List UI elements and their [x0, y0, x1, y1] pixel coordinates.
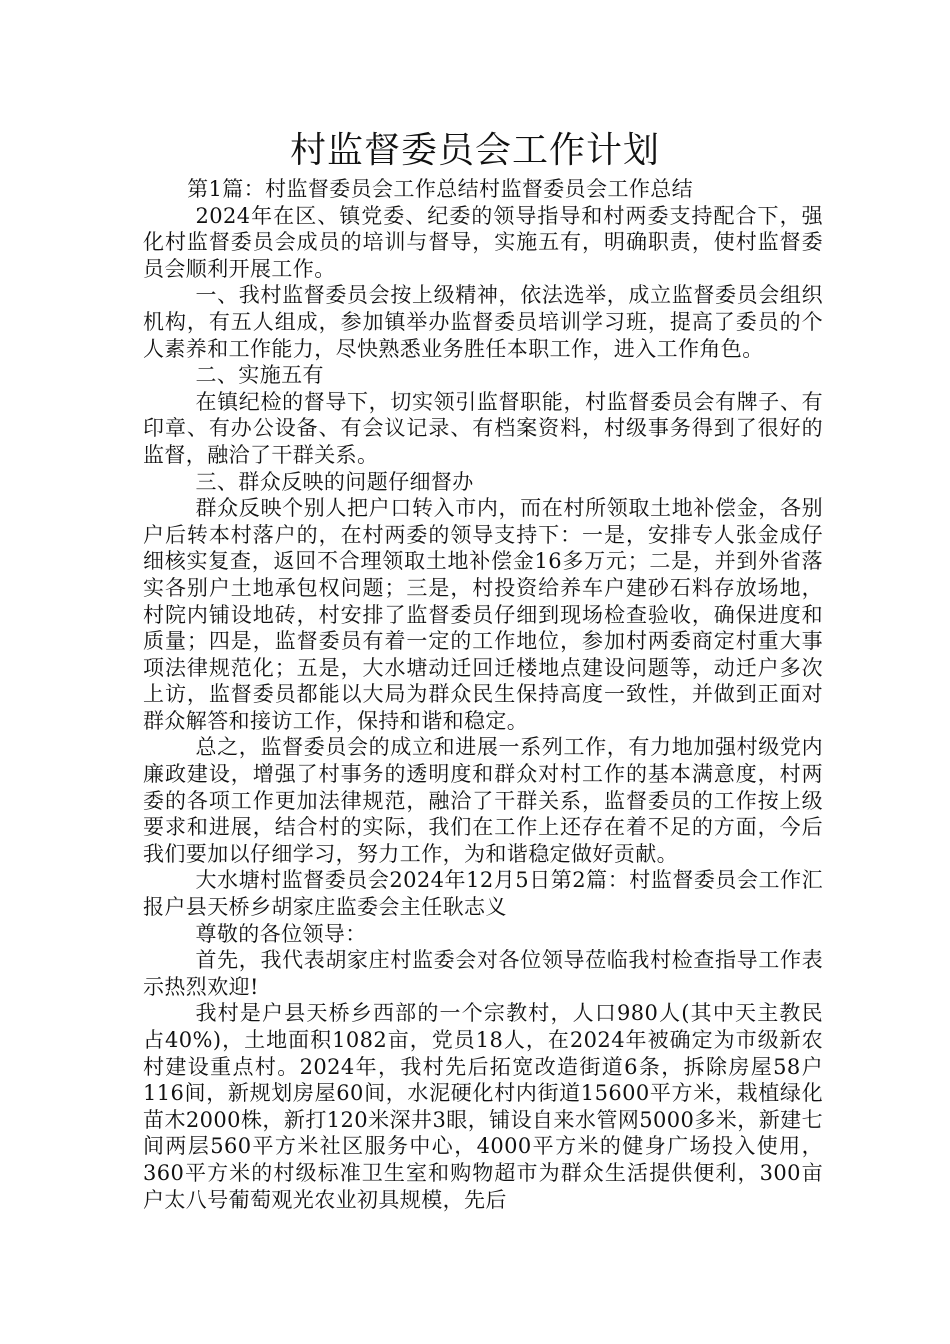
paragraph-issues: 群众反映个别人把户口转入市内，而在村所领取土地补偿金，各别户后转本村落户的，在村两委的领导支持下：一是，安排专人张金成仔细核实复查，返回不合理领取土地补偿金16多万元；二是，并到外省落实各别户土地承包权问题；三是，村投资给养车户建砂石料存放场地，村院内铺设地砖，村安排了监督委员仔细到现场检查验收，确保进度和质量；四是，监督委员有着一定的工作地位，参加村两委商定村重大事项法律规范化；五是，大水塘动迁回迁楼地点建设问题等，动迁户多次上访，监督委员都能以大局为群众民生保持高度一致性，并做到正面对群众解答和接访工作，保持和谐和稳定。 [143, 496, 823, 733]
paragraph-heading-3: 三、群众反映的问题仔细督办 [195, 469, 474, 494]
document-title: 村监督委员会工作计划 [289, 130, 660, 171]
document-body [143, 176, 823, 1213]
section-heading-part-1: 第1篇：村监督委员会工作总结村监督委员会工作总结 [187, 177, 694, 201]
paragraph-point-1: 一、我村监督委员会按上级精神，依法选举，成立监督委员会组织机构，有五人组成，参加镇举办监督委员培训学习班，提高了委员的个人素养和工作能力，尽快熟悉业务胜任本职工作，进入工作角色。 [143, 283, 823, 361]
paragraph-heading-2: 二、实施五有 [195, 363, 324, 388]
paragraph-summary: 总之，监督委员会的成立和进展一系列工作，有力地加强村级党内廉政建设，增强了村事务的透明度和群众对村工作的基本满意度，村两委的各项工作更加法律规范，融洽了干群关系，监督委员的工作按上级要求和进展，结合村的实际，我们在工作上还存在着不足的方面，今后我们要加以仔细学习，努力工作，为和谐稳定做好贡献。 [143, 735, 823, 866]
paragraph-signature-part-2: 大水塘村监督委员会2024年12月5日第2篇：村监督委员会工作汇报户县天桥乡胡家庄监委会主任耿志义 [143, 868, 823, 920]
paragraph-village-overview: 我村是户县天桥乡西部的一个宗教村，人口980人(其中天主教民占40%)，土地面积1082亩，党员18人，在2024年被确定为市级新农村建设重点村。2024年，我村先后拓宽改造街道6条，拆除房屋58户116间，新规划房屋60间，水泥硬化村内街道15600平方米，栽植绿化苗木2000株，新打120米深井3眼，铺设自来水管网5000多米，新建七间两层560平方米社区服务中心，4000平方米的健身广场投入使用，360平方米的村级标准卫生室和购物超市为群众生活提供便利，300亩户太八号葡萄观光农业初具规模，先后 [143, 1001, 823, 1212]
paragraph-salutation: 尊敬的各位领导： [195, 921, 367, 946]
paragraph-welcome: 首先，我代表胡家庄村监委会对各位领导莅临我村检查指导工作表示热烈欢迎! [143, 948, 823, 999]
paragraph-five-haves: 在镇纪检的督导下，切实领引监督职能，村监督委员会有牌子、有印章、有办公设备、有会议记录、有档案资料，村级事务得到了很好的监督，融洽了干群关系。 [143, 389, 823, 467]
paragraph-intro: 2024年在区、镇党委、纪委的领导指导和村两委支持配合下，强化村监督委员会成员的培训与督导，实施五有，明确职责，使村监督委员会顺利开展工作。 [143, 203, 823, 281]
